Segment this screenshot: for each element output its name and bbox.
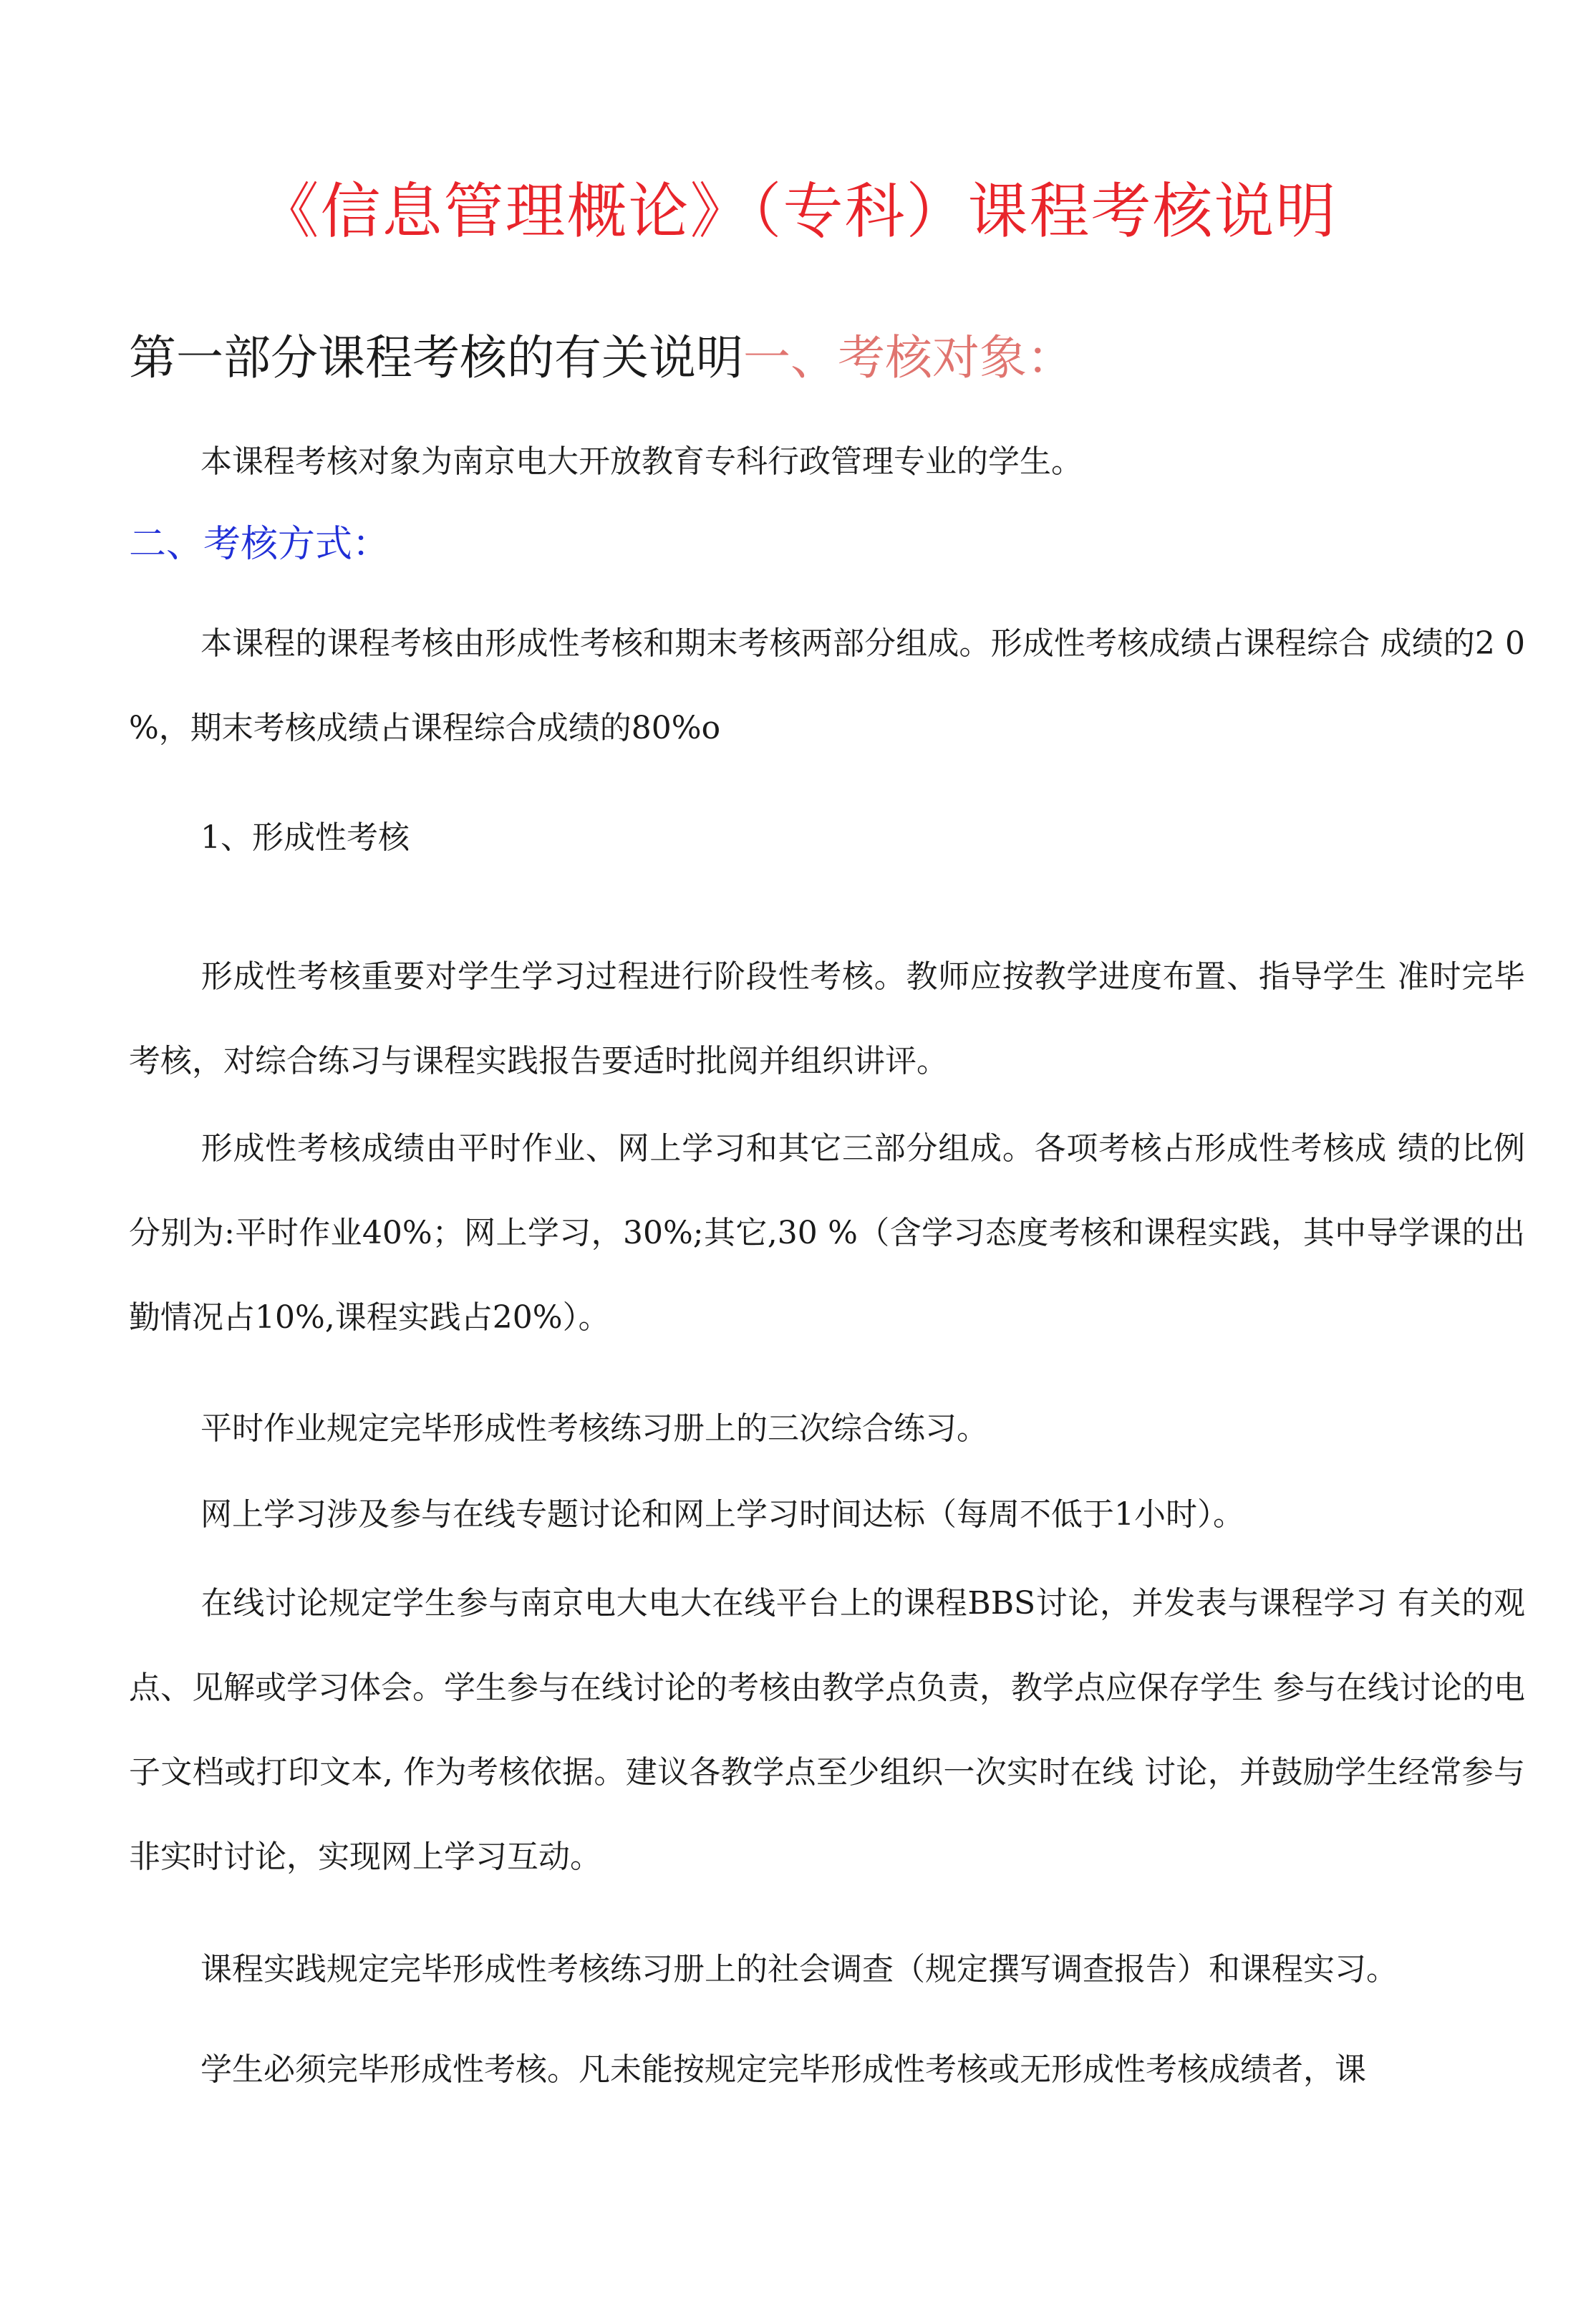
sub1-heading: 1、形成性考核 [200,819,410,856]
part-heading-line [129,326,1074,390]
section1-heading: 一、考核对象： [743,330,1074,385]
part-title: 第一部分课程考核的有关说明 [129,330,743,385]
paragraph-assessment-text: 本课程的课程考核由形成性考核和期末考核两部分组成。形成性考核成绩占课程综合 成绩的2 0 %，期末考核成绩占课程综合成绩的80%o [129,625,1525,746]
paragraph-discussion-text: 在线讨论规定学生参与南京电大电大在线平台上的课程BBS讨论，并发表与课程学习 有关的观点、见解或学习体会。学生参与在线讨论的考核由教学点负责，教学点应保存学生 参与在线讨论的电子文档或打印文本, 作为考核依据。建议各教学点至少组织一次实时在线 讨论，并鼓励学生经常参与非实时讨论，实现网上学习互动。 [129,1585,1525,1875]
paragraph-formative-purpose-text: 形成性考核重要对学生学习过程进行阶段性考核。教师应按教学进度布置、指导学生 准时完毕考核，对综合练习与课程实践报告要适时批阅并组织讲评。 [129,958,1525,1079]
document-title: 《信息管理概论》（专科）课程考核说明 [258,176,1338,246]
paragraph-homework: 平时作业规定完毕形成性考核练习册上的三次综合练习。 [200,1410,988,1447]
paragraph-assessment [129,602,1525,771]
section1-text: 本课程考核对象为南京电大开放教育专科行政管理专业的学生。 [200,443,1083,480]
paragraph-formative-composition-text: 形成性考核成绩由平时作业、网上学习和其它三部分组成。各项考核占形成性考核成 绩的比例分别为:平时作业40%；网上学习，30%;其它,30 %（含学习态度考核和课程实践，其中导学课的出勤情况占10%,课程实践占20%）。 [129,1130,1525,1336]
paragraph-must: 学生必须完毕形成性考核。凡未能按规定完毕形成性考核或无形成性考核成绩者，课 [200,2051,1366,2088]
paragraph-formative-purpose [129,935,1525,1104]
paragraph-online: 网上学习涉及参与在线专题讨论和网上学习时间达标（每周不低于1小时）。 [200,1496,1244,1533]
section2-heading: 二、考核方式： [129,523,390,566]
paragraph-discussion [129,1561,1525,1899]
paragraph-formative-composition [129,1107,1525,1360]
paragraph-practice: 课程实践规定完毕形成性考核练习册上的社会调查（规定撰写调查报告）和课程实习。 [200,1951,1398,1988]
